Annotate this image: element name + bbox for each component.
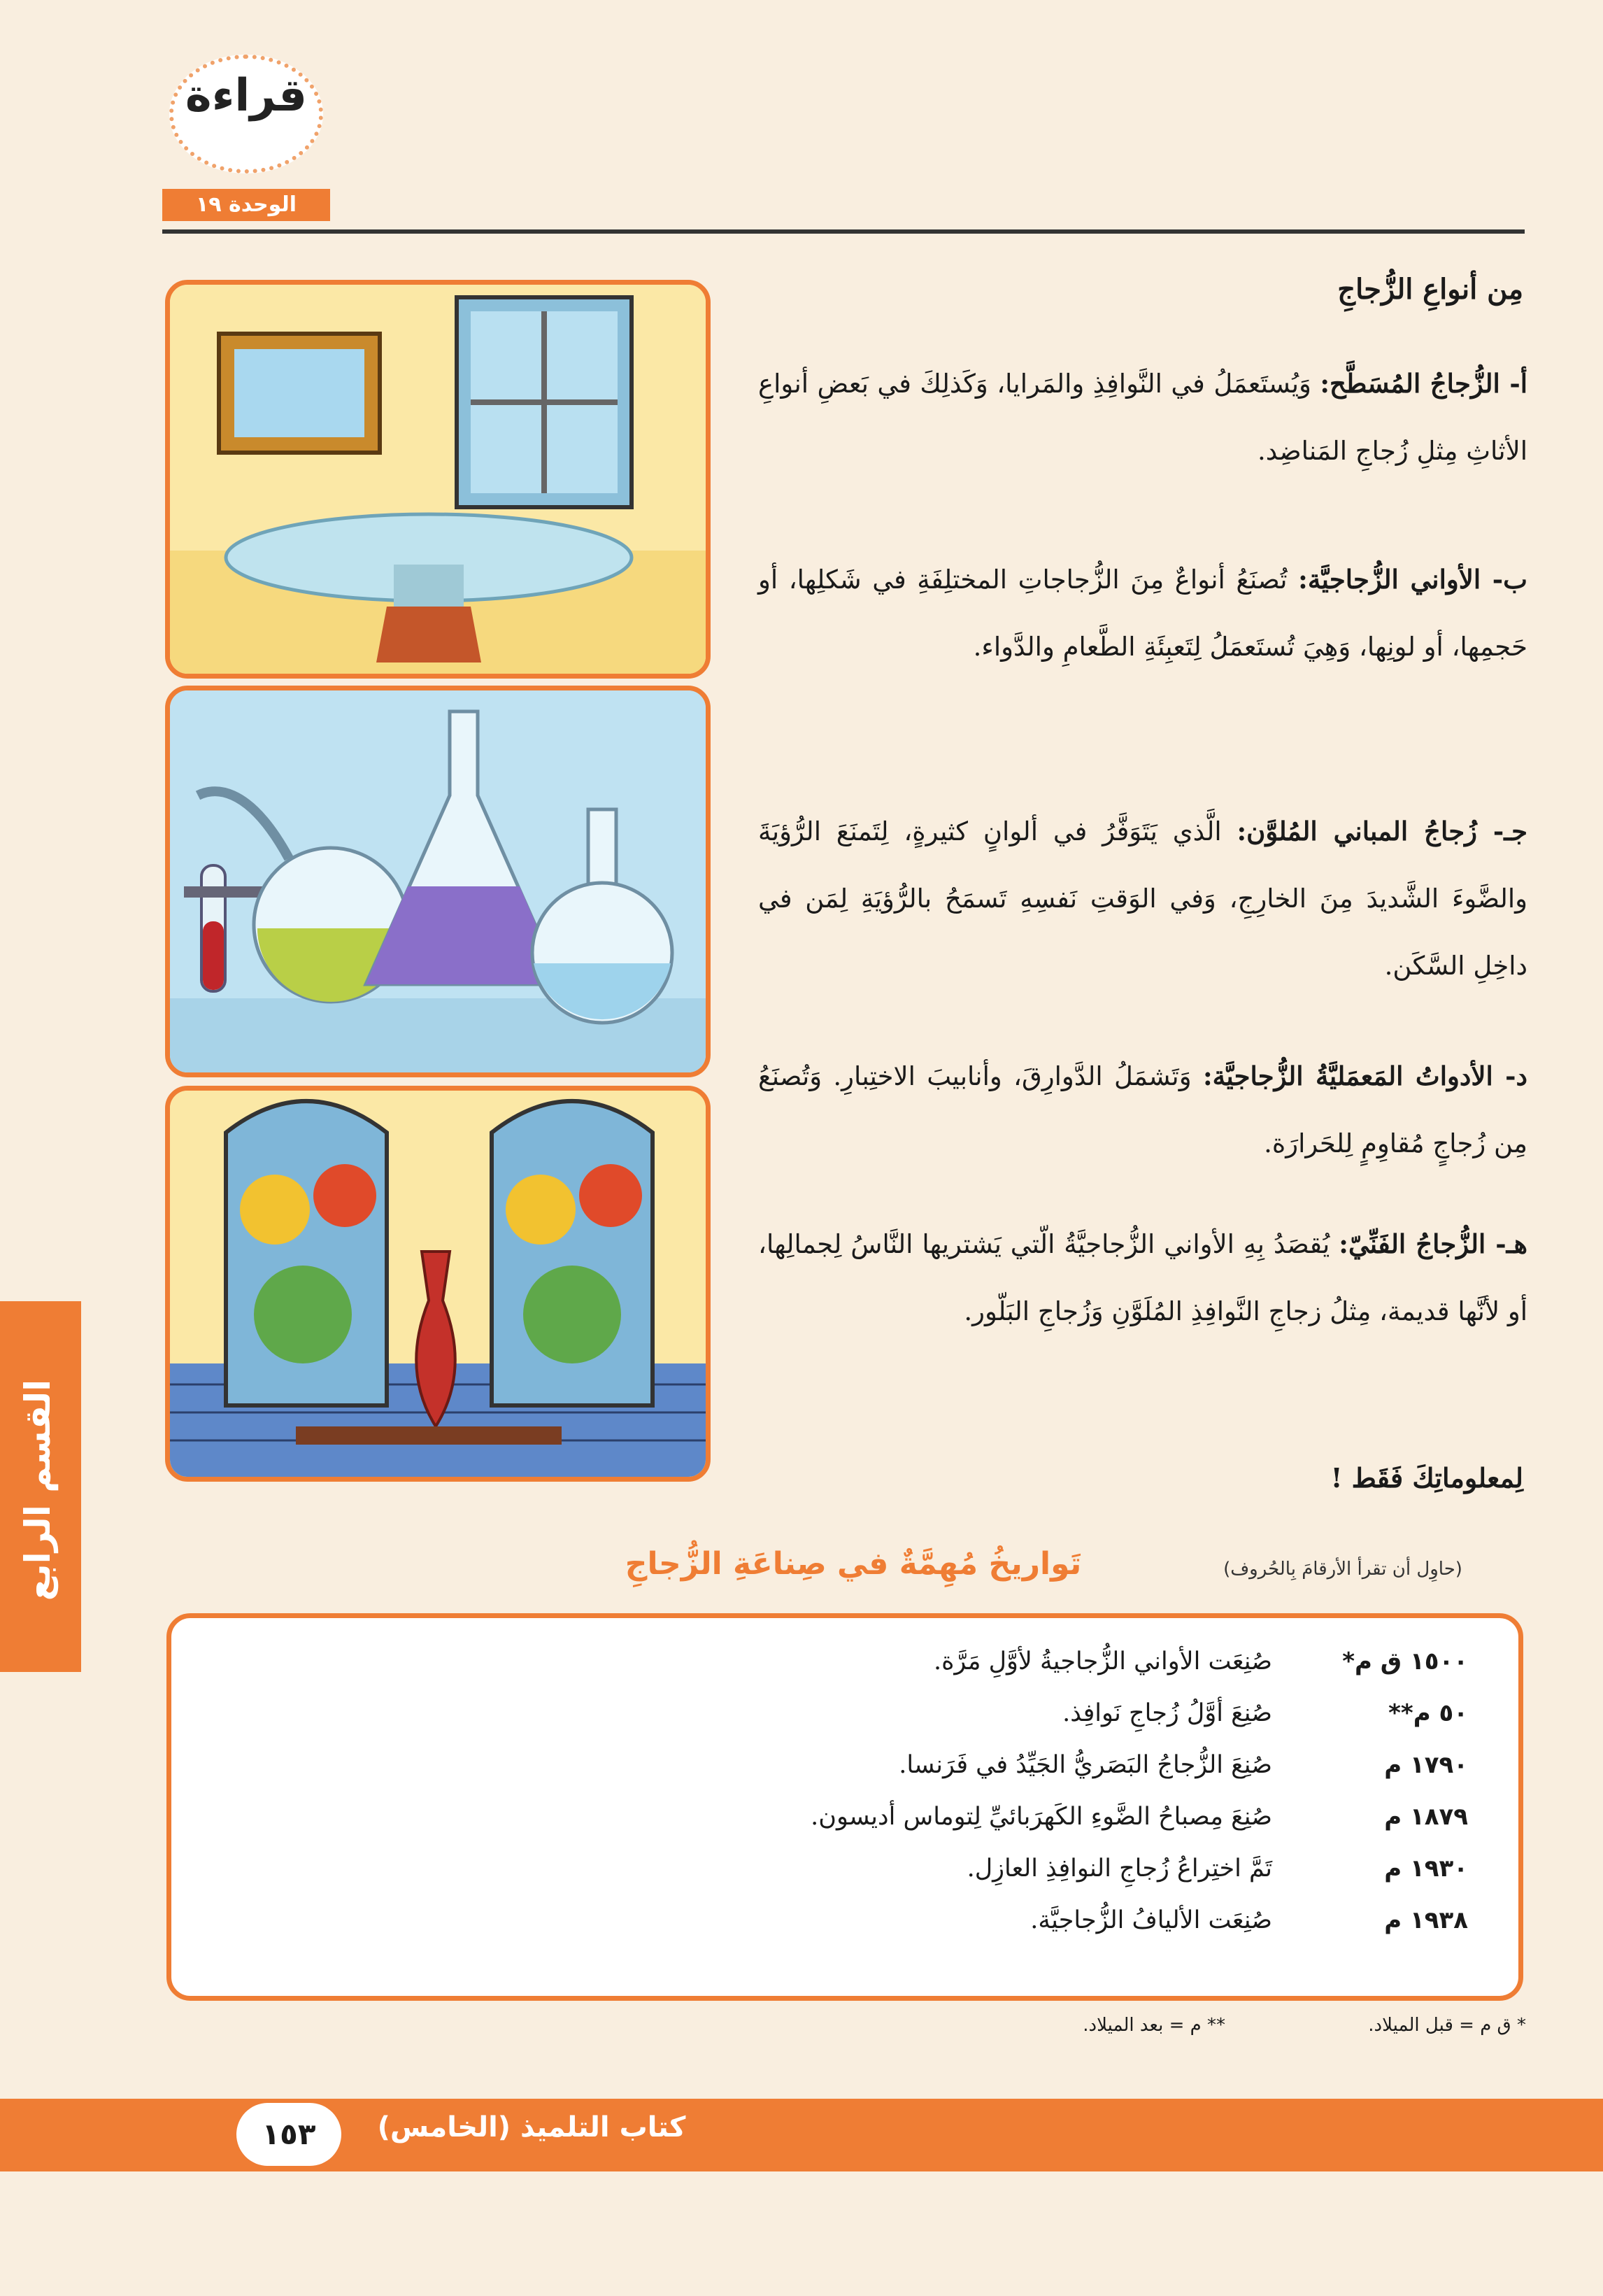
type-heading: ب- الأواني الزُّجاجيَّة: bbox=[1298, 564, 1527, 595]
lab-glassware-illustration bbox=[165, 686, 711, 1077]
timeline-hint: (حاوِل أن تقرأ الأرقامَ بِالحُروف) bbox=[1223, 1559, 1462, 1580]
reading-badge bbox=[162, 55, 330, 217]
type-body: تُصنَعُ أنواعٌ مِنَ الزُّجاجاتِ المختلِفَةِ في شَكلِها، أو حَجمِها، أو لونِها، وَهِيَ تُستَعمَلُ لِتَعبِئَةِ الطَّعامِ والدَّواء. bbox=[758, 565, 1527, 662]
timeline-row bbox=[279, 1803, 1468, 1845]
footnote-ad: ** م = بعد الميلاد. bbox=[1083, 2015, 1225, 2036]
timeline-row bbox=[279, 1906, 1468, 1948]
footnote-bc: * ق م = قبل الميلاد. bbox=[1368, 2015, 1526, 2036]
timeline-row bbox=[279, 1855, 1468, 1897]
timeline-year: ٥٠ م** bbox=[1388, 1699, 1468, 1727]
timeline-event: صُنِعَ الزُّجاجُ البَصَريُّ الجَيِّدُ في فَرَنسا. bbox=[899, 1751, 1272, 1779]
header-divider bbox=[162, 229, 1525, 234]
page-number: ١٥٣ bbox=[236, 2103, 341, 2166]
info-label: لِمعلوماتِكَ فَقَط ! bbox=[1330, 1462, 1523, 1494]
type-glass-containers bbox=[758, 546, 1527, 681]
timeline-box bbox=[166, 1613, 1523, 2001]
timeline-title: تَواريخُ مُهِمَّةٌ في صِناعَةِ الزُّجاجِ bbox=[625, 1546, 1082, 1582]
timeline-event: صُنِعَت الأليافُ الزُّجاجيَّة. bbox=[1030, 1906, 1272, 1934]
type-body: وَيُستَعمَلُ في النَّوافِذِ والمَرايا، وَكَذلِكَ في بَعضِ أنواعِ الأثاثِ مِثلِ زُجاجِ المَناضِد. bbox=[758, 369, 1527, 466]
type-art-glass bbox=[758, 1210, 1527, 1345]
badge-title: قراءة bbox=[185, 70, 308, 122]
timeline-year: ١٨٧٩ م bbox=[1384, 1803, 1468, 1831]
timeline-row bbox=[279, 1751, 1468, 1793]
timeline-event: صُنِعَت الأواني الزُّجاجيةُ لأوَّلِ مَرَّة. bbox=[933, 1647, 1272, 1675]
timeline-event: صُنِعَ أوَّلُ زُجاجِ نَوافِذ. bbox=[1062, 1699, 1272, 1727]
unit-label: الوحدة ١٩ bbox=[162, 189, 330, 221]
type-heading: جـ- زُجاجُ المباني المُلوَّن: bbox=[1237, 816, 1527, 846]
timeline-row bbox=[279, 1699, 1468, 1741]
book-title: كتاب التلميذ (الخامس) bbox=[377, 2111, 686, 2143]
type-flat-glass bbox=[758, 350, 1527, 485]
timeline-row bbox=[279, 1647, 1468, 1689]
timeline-event: تَمَّ اختِراعُ زُجاجِ النوافِذِ العازِل. bbox=[967, 1855, 1272, 1883]
side-tab-label: القسم الرابع bbox=[17, 1379, 58, 1601]
type-body: يُقصَدُ بِهِ الأواني الزُّجاجيَّةُ الّتي يَشتريها النَّاسُ لِجمالِها، أو لأنَّها قديمة، مِثلُ زجاجِ النَّوافِذِ المُلَوَّنِ وَزُجاجِ البَلّور. bbox=[758, 1229, 1527, 1326]
type-colored-building-glass bbox=[758, 798, 1527, 1000]
type-body: وَتَشمَلُ الدَّوارِقَ، وأنابيبَ الاختِبارِ. وَتُصنَعُ مِن زُجاجٍ مُقاوِمٍ لِلحَرارَة. bbox=[758, 1061, 1527, 1158]
timeline-year: ١٩٣٨ م bbox=[1384, 1906, 1468, 1934]
timeline-year: ١٥٠٠ ق م* bbox=[1342, 1647, 1468, 1675]
stained-glass-illustration bbox=[165, 1086, 711, 1482]
type-lab-glassware bbox=[758, 1042, 1527, 1177]
timeline-year: ١٩٣٠ م bbox=[1384, 1855, 1468, 1883]
type-heading: د- الأدواتُ المَعمَليَّةُ الزُّجاجيَّة: bbox=[1202, 1061, 1527, 1091]
flat-glass-illustration bbox=[165, 280, 711, 679]
section-title: مِن أنواعِ الزُّجاجِ bbox=[1337, 273, 1523, 306]
timeline-year: ١٧٩٠ م bbox=[1384, 1751, 1468, 1779]
type-heading: أ- الزُّجاجُ المُسَطَّح: bbox=[1320, 368, 1527, 399]
timeline-event: صُنِعَ مِصباحُ الضَّوءِ الكَهرَبائيِّ لِتوماس أديسون. bbox=[811, 1803, 1272, 1831]
type-body: الَّذي يَتَوَفَّرُ في ألوانٍ كثيرةٍ، لِتَمنَعَ الرُّؤيَةَ والضَّوءَ الشَّديدَ مِنَ الخارِجِ، وَفي الوَقتِ نَفسِهِ تَسمَحُ بالرُّؤيَةِ لِمَن في داخِلِ السَّكَن. bbox=[758, 816, 1527, 981]
type-heading: هـ- الزُّجاجُ الفَنِّيّ: bbox=[1339, 1228, 1528, 1259]
